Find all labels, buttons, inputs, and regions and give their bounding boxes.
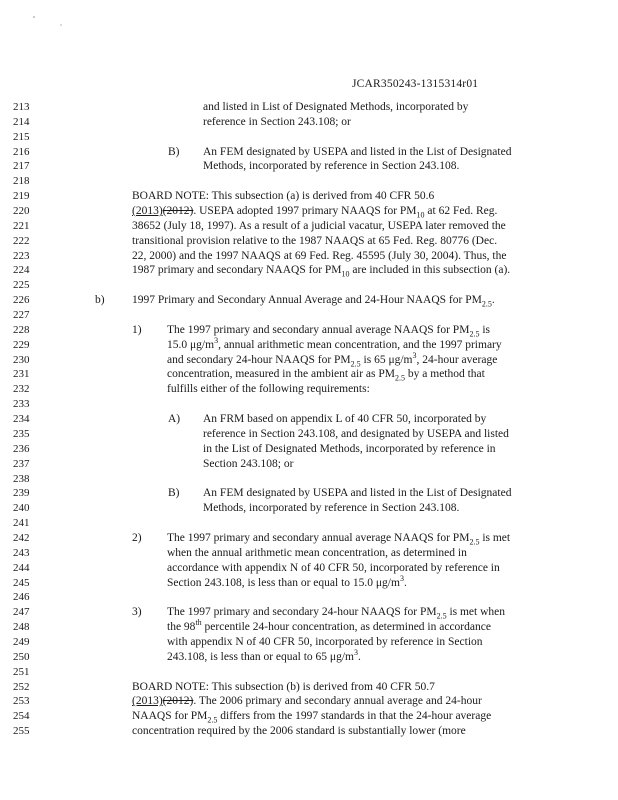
text-segment: Section 243.108; or — [203, 457, 294, 470]
text-segment: . — [491, 294, 495, 307]
document-line — [0, 263, 618, 278]
list-marker: 2) — [132, 531, 142, 544]
text-segment: The 1997 primary and secondary annual average NAAQS for PM — [167, 531, 470, 544]
line-number: 249 — [13, 635, 30, 648]
text-segment: An FEM designated by USEPA and listed in the List of Designated — [203, 145, 512, 158]
document-line — [0, 546, 618, 561]
text-segment: Section 243.108, is less than or equal to 15.0 μg/m — [167, 576, 400, 589]
text-segment: The 1997 primary and secondary 24-hour NAAQS for PM — [167, 606, 437, 619]
document-line — [0, 516, 618, 531]
line-text — [132, 293, 495, 308]
text-segment: transitional provision relative to the 1987 NAAQS at 65 Fed. Reg. 80776 (Dec. — [132, 234, 498, 247]
document-line — [0, 174, 618, 189]
text-segment: The 1997 primary and secondary annual average NAAQS for PM — [167, 323, 470, 336]
document-line — [0, 590, 618, 605]
document-line — [0, 412, 618, 427]
line-text — [132, 219, 506, 234]
document-line — [0, 561, 618, 576]
line-number: 214 — [13, 115, 30, 128]
subscript: 2.5 — [436, 611, 447, 621]
line-number: 252 — [13, 680, 30, 693]
text-segment: . — [357, 650, 361, 663]
line-number: 231 — [13, 368, 30, 381]
document-line — [0, 472, 618, 487]
subscript: 2.5 — [207, 715, 218, 725]
scan-speck — [33, 16, 35, 18]
subscript: 2.5 — [469, 537, 480, 547]
line-number: 240 — [13, 502, 30, 515]
document-line — [0, 278, 618, 293]
list-marker: B) — [168, 487, 180, 500]
text-segment: in the List of Designated Methods, incorporated by reference in — [203, 442, 496, 455]
line-text — [167, 367, 485, 382]
document-line — [0, 249, 618, 264]
line-text — [167, 350, 498, 368]
line-text — [167, 561, 500, 576]
text-segment: with appendix N of 40 CFR 50, incorporated by reference in Section — [167, 635, 483, 648]
text-segment: 1987 primary and secondary NAAQS for PM — [132, 264, 342, 277]
text-segment: differs from the 1997 standards in that the 24-hour average — [217, 710, 492, 723]
text-segment: accordance with appendix N of 40 CFR 50, incorporated by reference in — [167, 561, 500, 574]
line-number: 225 — [13, 279, 30, 292]
line-number: 248 — [13, 621, 30, 634]
line-number: 224 — [13, 264, 30, 277]
line-text — [203, 100, 468, 115]
line-text — [203, 145, 511, 160]
text-segment: reference in Section 243.108; or — [203, 115, 351, 128]
text-segment: concentration, measured in the ambient air as PM — [167, 368, 396, 381]
superscript: 3 — [353, 647, 358, 657]
line-text — [132, 263, 510, 278]
document-line — [0, 382, 618, 397]
text-segment: An FEM designated by USEPA and listed in the List of Designated — [203, 487, 512, 500]
line-text — [167, 335, 502, 353]
line-number: 219 — [13, 190, 30, 203]
line-number: 236 — [13, 442, 30, 455]
line-text — [203, 412, 486, 427]
line-text — [203, 115, 351, 130]
document-line — [0, 457, 618, 472]
document-line — [0, 635, 618, 650]
line-number: 228 — [13, 323, 30, 336]
line-number: 234 — [13, 413, 30, 426]
line-number: 215 — [13, 130, 30, 143]
subscript: 2.5 — [469, 329, 480, 339]
line-number: 217 — [13, 160, 30, 173]
line-text — [203, 159, 459, 174]
text-segment: 22, 2000) and the 1997 NAAQS at 69 Fed. Reg. 45595 (July 30, 2004). Thus, the — [132, 249, 507, 262]
line-number: 216 — [13, 145, 30, 158]
list-marker: 1) — [132, 323, 142, 336]
line-number: 226 — [13, 294, 30, 307]
line-text — [167, 531, 510, 546]
text-segment: and listed in List of Designated Methods, incorporated by — [203, 101, 469, 113]
list-marker: 3) — [132, 606, 142, 619]
text-segment: Methods, incorporated by reference in Section 243.108. — [203, 160, 460, 173]
line-number: 243 — [13, 546, 30, 559]
text-segment: at 62 Fed. Reg. — [424, 205, 498, 218]
line-text — [167, 573, 407, 591]
line-number: 227 — [13, 309, 30, 322]
line-text — [203, 501, 459, 516]
text-segment: . USEPA adopted 1997 primary NAAQS for PM — [193, 205, 417, 218]
text-segment: and secondary 24-hour NAAQS for PM — [167, 353, 351, 366]
deleted-text: (2012) — [162, 205, 194, 218]
line-text — [203, 442, 496, 457]
line-number: 246 — [13, 591, 30, 604]
line-number: 244 — [13, 561, 30, 574]
line-number: 232 — [13, 383, 30, 396]
subscript: 10 — [416, 210, 425, 220]
document-line — [0, 189, 618, 204]
text-segment: An FRM based on appendix L of 40 CFR 50, incorporated by — [203, 413, 487, 426]
document-line — [0, 204, 618, 219]
line-text — [167, 635, 483, 650]
list-marker: A) — [168, 413, 181, 426]
line-text — [203, 427, 509, 442]
document-line — [0, 115, 618, 130]
document-line — [0, 709, 618, 724]
document-line — [0, 219, 618, 234]
document-line — [0, 501, 618, 516]
line-text — [132, 680, 435, 695]
document-line — [0, 486, 618, 501]
line-number: 229 — [13, 338, 30, 351]
document-line — [0, 694, 618, 709]
text-segment: is — [479, 323, 490, 336]
superscript: 3 — [412, 350, 417, 360]
list-marker: b) — [95, 294, 105, 307]
scan-speck — [60, 24, 62, 26]
document-line — [0, 323, 618, 338]
text-segment: concentration required by the 2006 standard is substantially lower (more — [132, 725, 466, 738]
document-line — [0, 100, 618, 115]
text-segment: when the annual arithmetic mean concentration, as determined in — [167, 546, 467, 559]
line-text — [132, 694, 482, 709]
line-text — [167, 647, 361, 665]
line-text — [132, 249, 506, 264]
text-segment: NAAQS for PM — [132, 710, 208, 723]
text-segment: 1997 Primary and Secondary Annual Average and 24-Hour NAAQS for PM — [132, 294, 482, 307]
document-line — [0, 573, 618, 591]
text-segment: , annual arithmetic mean concentration, and the 1997 primary — [218, 338, 502, 351]
document-line — [0, 159, 618, 174]
document-line — [0, 335, 618, 353]
line-text — [132, 234, 497, 249]
text-segment: Methods, incorporated by reference in Section 243.108. — [203, 502, 460, 515]
document-line — [0, 145, 618, 160]
line-number: 242 — [13, 531, 30, 544]
line-number: 220 — [13, 205, 30, 218]
text-segment: . — [403, 576, 407, 589]
list-marker: B) — [168, 145, 180, 158]
text-segment: the 98 — [167, 621, 196, 634]
line-text — [203, 486, 511, 501]
text-segment: 243.108, is less than or equal to 65 μg/m — [167, 650, 354, 663]
line-number: 218 — [13, 175, 30, 188]
text-segment: percentile 24-hour concentration, as determined in accordance — [201, 621, 491, 634]
line-text — [167, 382, 370, 397]
document-line — [0, 308, 618, 323]
line-number: 213 — [13, 101, 30, 113]
inserted-text: (2013) — [132, 695, 163, 708]
document-line — [0, 442, 618, 457]
line-number: 250 — [13, 650, 30, 663]
text-segment: , 24-hour average — [416, 353, 498, 366]
subscript: 2.5 — [350, 358, 361, 368]
line-text — [132, 204, 497, 219]
text-segment: BOARD NOTE: This subsection (a) is derived from 40 CFR 50.6 — [132, 190, 435, 203]
text-segment: are included in this subsection (a). — [349, 264, 511, 277]
document-id-header: JCAR350243-1315314r01 — [352, 78, 479, 90]
text-segment: fulfills either of the following requirements: — [167, 383, 370, 396]
document-line — [0, 665, 618, 680]
line-text — [167, 605, 505, 620]
document-line — [0, 350, 618, 368]
text-segment: is 65 μg/m — [360, 353, 413, 366]
line-number: 239 — [13, 487, 30, 500]
text-segment: 15.0 μg/m — [167, 338, 215, 351]
text-segment: . The 2006 primary and secondary annual average and 24-hour — [193, 695, 482, 708]
subscript: 10 — [341, 269, 350, 279]
subscript: 2.5 — [395, 373, 406, 383]
line-text — [132, 189, 434, 204]
line-text — [132, 709, 491, 724]
line-number: 237 — [13, 457, 30, 470]
line-number: 241 — [13, 517, 30, 530]
line-number: 238 — [13, 472, 30, 485]
text-segment: is met when — [446, 606, 506, 619]
line-number: 221 — [13, 219, 30, 232]
line-number: 254 — [13, 710, 30, 723]
line-number: 253 — [13, 695, 30, 708]
text-segment: by a method that — [405, 368, 485, 381]
line-number: 251 — [13, 665, 30, 678]
document-line — [0, 234, 618, 249]
document-line — [0, 427, 618, 442]
document-line — [0, 724, 618, 739]
line-number: 223 — [13, 249, 30, 262]
document-line — [0, 620, 618, 635]
text-segment: BOARD NOTE: This subsection (b) is derived from 40 CFR 50.7 — [132, 680, 435, 693]
line-text — [203, 457, 293, 472]
line-number: 230 — [13, 353, 30, 366]
line-number: 233 — [13, 398, 30, 411]
line-number: 247 — [13, 606, 30, 619]
line-number: 255 — [13, 725, 30, 738]
document-line — [0, 647, 618, 665]
document-line — [0, 130, 618, 145]
text-segment: is met — [479, 531, 511, 544]
line-number: 245 — [13, 576, 30, 589]
superscript: 3 — [399, 573, 404, 583]
line-text — [132, 724, 466, 739]
deleted-text: (2012) — [162, 695, 194, 708]
inserted-text: (2013) — [132, 205, 163, 218]
line-text — [167, 546, 467, 561]
superscript: 3 — [214, 335, 219, 345]
text-segment: reference in Section 243.108, and designated by USEPA and listed — [203, 427, 509, 440]
text-segment: 38652 (July 18, 1997). As a result of a judicial vacatur, USEPA later removed the — [132, 219, 506, 232]
document-line — [0, 293, 618, 308]
line-text — [167, 620, 491, 635]
subscript: 2.5 — [481, 299, 492, 309]
document-line — [0, 680, 618, 695]
document-line — [0, 605, 618, 620]
document-line — [0, 531, 618, 546]
document-line — [0, 367, 618, 382]
document-line — [0, 397, 618, 412]
superscript: th — [195, 618, 202, 628]
line-number: 222 — [13, 234, 30, 247]
line-number: 235 — [13, 427, 30, 440]
